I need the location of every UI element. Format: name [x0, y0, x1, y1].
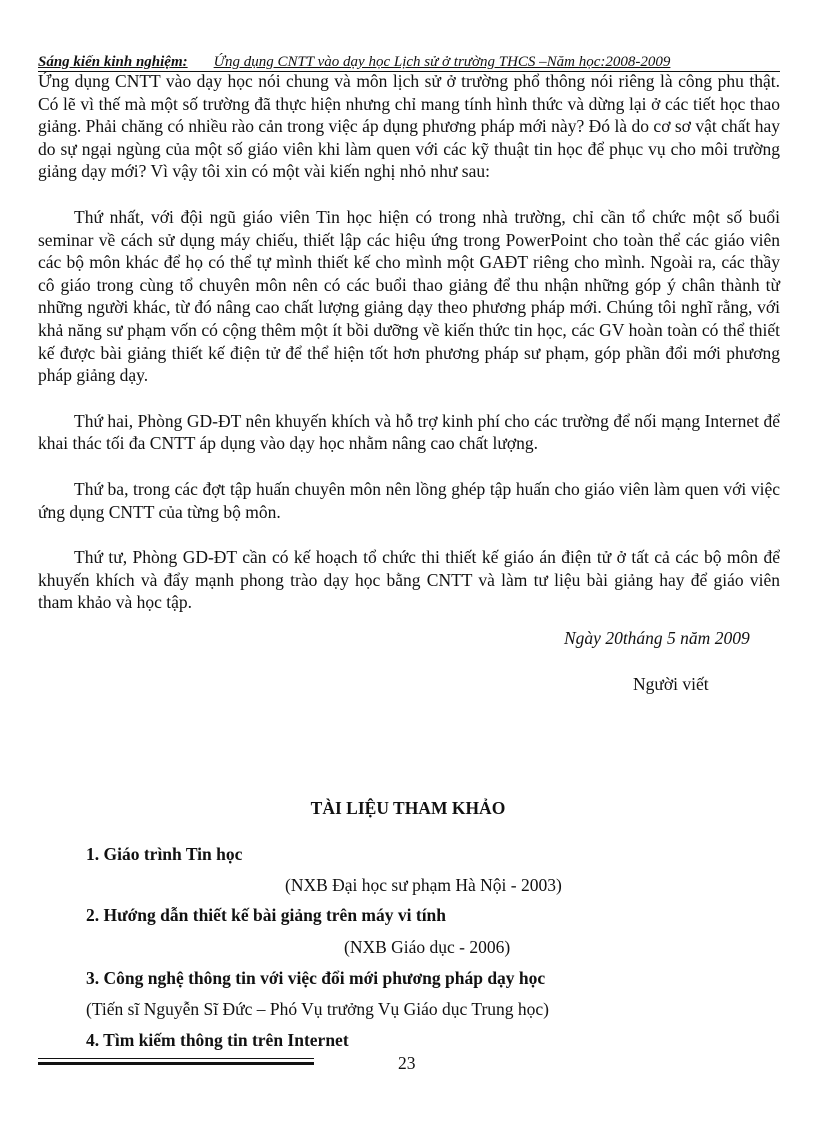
paragraph-first: Thứ nhất, với đội ngũ giáo viên Tin học hiện có trong nhà trường, chỉ cần tổ chức một số buổi seminar về cách sử dụng máy chiếu, thiết lập các hiệu ứng trong PowerPoint cho toàn thể các giáo viên các bộ môn khác để họ có thể tự mình thiết kế cho mình một GAĐT riêng cho mình. Ngoài ra, các thầy cô giáo trong cùng tổ chuyên môn nên có các buổi thao giảng để thu nhận những góp ý chân thành từ những người khác, từ đó nâng cao chất lượng giảng dạy theo phương pháp mới. Chúng tôi nghĩ rằng, với khả năng sư phạm vốn có cộng thêm một ít bồi dưỡng về kiến thức tin học, các GV hoàn toàn có thể thiết kế được bài giảng thiết kế điện tử để thể hiện tốt hơn phương pháp sư phạm, góp phần đổi mới phương pháp giảng dạy. [38, 206, 780, 386]
paragraph-fourth: Thứ tư, Phòng GD-ĐT cần có kế hoạch tổ chức thi thiết kế giáo án điện tử ở tất cả các bộ môn để khuyến khích và đẩy mạnh phong trào dạy học bằng CNTT và làm tư liệu bài giảng hay để giáo viên tham khảo và học tập. [38, 547, 780, 613]
header-left: Sáng kiến kinh nghiệm: [38, 54, 188, 70]
reference-3-source: (Tiến sĩ Nguyễn Sĩ Đức – Phó Vụ trưởng Vụ Giáo dục Trung học) [86, 999, 549, 1019]
reference-3-title: 3. Công nghệ thông tin với việc đổi mới phương pháp dạy học [86, 968, 546, 988]
page-number: 23 [398, 1053, 416, 1073]
reference-2-title: 2. Hướng dẫn thiết kế bài giảng trên máy vi tính [86, 905, 447, 925]
reference-4-title: 4. Tìm kiếm thông tin trên Internet [86, 1030, 349, 1050]
paragraph-intro: Ứng dụng CNTT vào dạy học nói chung và môn lịch sử ở trường phổ thông nói riêng là công phu thật. Có lẽ vì thế mà một số trường đã thực hiện nhưng chỉ mang tính hình thức và dừng lại ở các tiết học thao giảng. Phải chăng có nhiều rào cản trong việc áp dụng phương pháp mới này? Đó là do cơ sơ vật chất hay do sự ngại ngùng của một số giáo viên khi làm quen với các kỹ thuật tin học để phục vụ cho môi trường giảng dạy mới? Vì vậy tôi xin có một vài kiến nghị nhỏ như sau: [38, 71, 780, 182]
footer-rule-thick [38, 1062, 314, 1065]
reference-1-source: (NXB Đại học sư phạm Hà Nội - 2003) [285, 875, 562, 895]
signer: Người viết [633, 674, 709, 694]
references-title: TÀI LIỆU THAM KHẢO [310, 798, 506, 818]
paragraph-third: Thứ ba, trong các đợt tập huấn chuyên môn nên lồng ghép tập huấn cho giáo viên làm quen với việc ứng dụng CNTT của từng bộ môn. [38, 478, 780, 522]
running-header [38, 53, 780, 71]
paragraph-second: Thứ hai, Phòng GD-ĐT nên khuyến khích và hỗ trợ kinh phí cho các trường để nối mạng Internet để khai thác tối đa CNTT áp dụng vào dạy học nhằm nâng cao chất lượng. [38, 410, 780, 454]
date-line: Ngày 20tháng 5 năm 2009 [564, 628, 750, 648]
reference-2-source: (NXB Giáo dục - 2006) [344, 937, 511, 957]
header-right: Ứng dụng CNTT vào dạy học Lịch sử ở trường THCS –Năm học:2008-2009 [213, 54, 671, 70]
reference-1-title: 1. Giáo trình Tin học [86, 844, 243, 864]
body-text [38, 70, 780, 614]
footer-rule [38, 1058, 314, 1059]
